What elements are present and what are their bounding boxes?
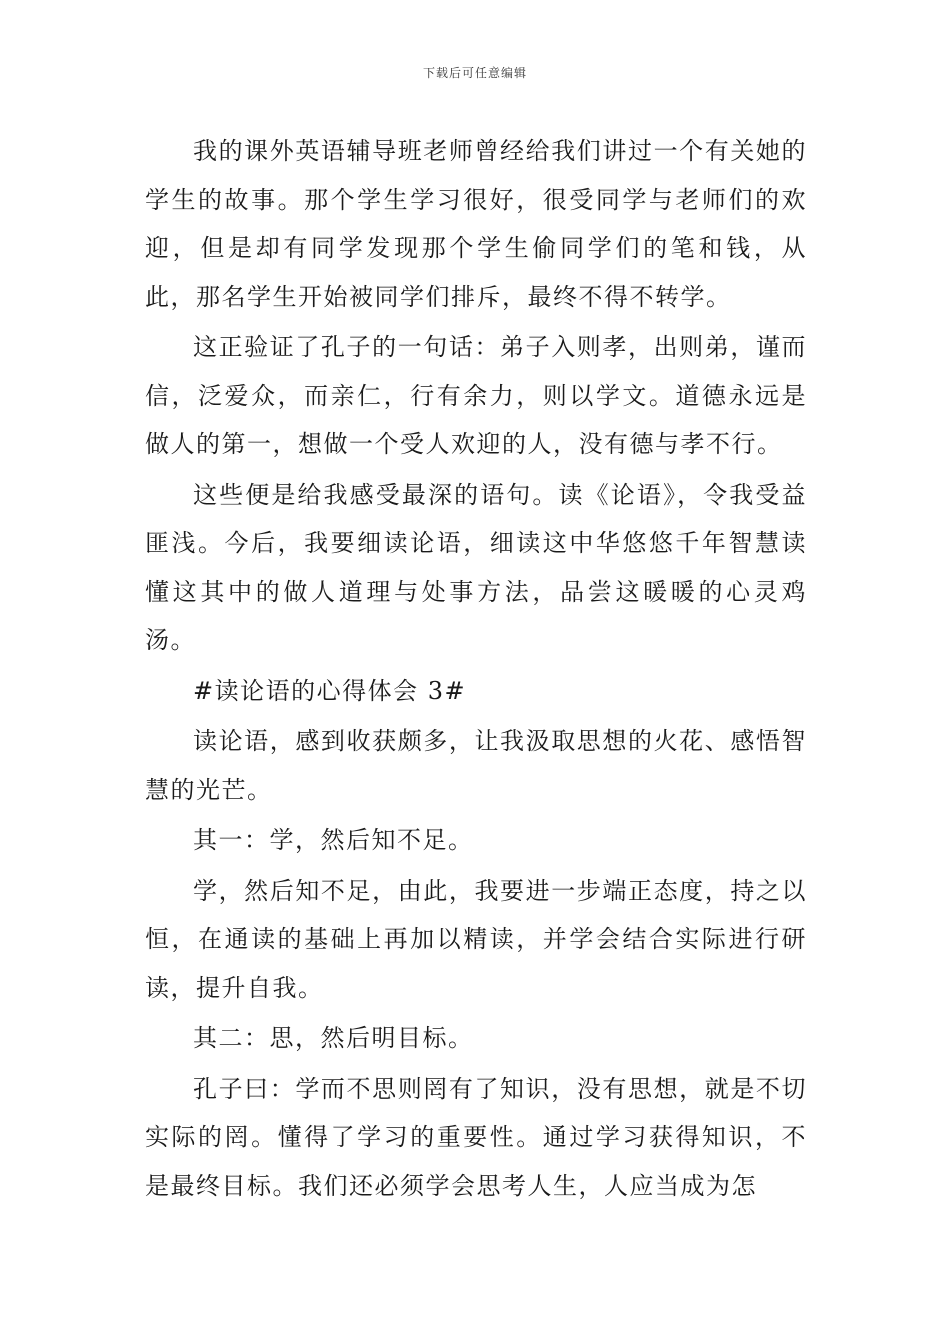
document-body (145, 127, 807, 1212)
section-heading: #读论语的心得体会 3# (193, 676, 467, 705)
paragraph-5: 学，然后知不足，由此，我要进一步端正态度，持之以恒，在通读的基础上再加以精读，并学会结合实际进行研读，提升自我。 (145, 876, 807, 1002)
paragraph-6: 孔子曰：学而不思则罔有了知识，没有思想，就是不切实际的罔。懂得了学习的重要性。通过学习获得知识，不是最终目标。我们还必须学会思考人生，人应当成为怎 (145, 1074, 807, 1200)
point-two-heading: 其二：思，然后明目标。 (193, 1024, 474, 1052)
paragraph-4: 读论语，感到收获颇多，让我汲取思想的火花、感悟智慧的光芒。 (145, 727, 807, 804)
point-one-heading: 其一：学，然后知不足。 (193, 826, 474, 854)
paragraph-1: 我的课外英语辅导班老师曾经给我们讲过一个有关她的学生的故事。那个学生学习很好，很受同学与老师们的欢迎，但是却有同学发现那个学生偷同学们的笔和钱，从此，那名学生开始被同学们排斥，最终不得不转学。 (145, 137, 807, 311)
page-header: 下载后可任意编辑 (422, 66, 527, 80)
paragraph-2: 这正验证了孔子的一句话：弟子入则孝，出则弟，谨而信，泛爱众，而亲仁，行有余力，则以学文。道德永远是做人的第一，想做一个受人欢迎的人，没有德与孝不行。 (145, 333, 807, 458)
paragraph-3: 这些便是给我感受最深的语句。读《论语》，令我受益匪浅。今后，我要细读论语，细读这中华悠悠千年智慧读懂这其中的做人道理与处事方法，品尝这暖暖的心灵鸡汤。 (145, 480, 807, 654)
